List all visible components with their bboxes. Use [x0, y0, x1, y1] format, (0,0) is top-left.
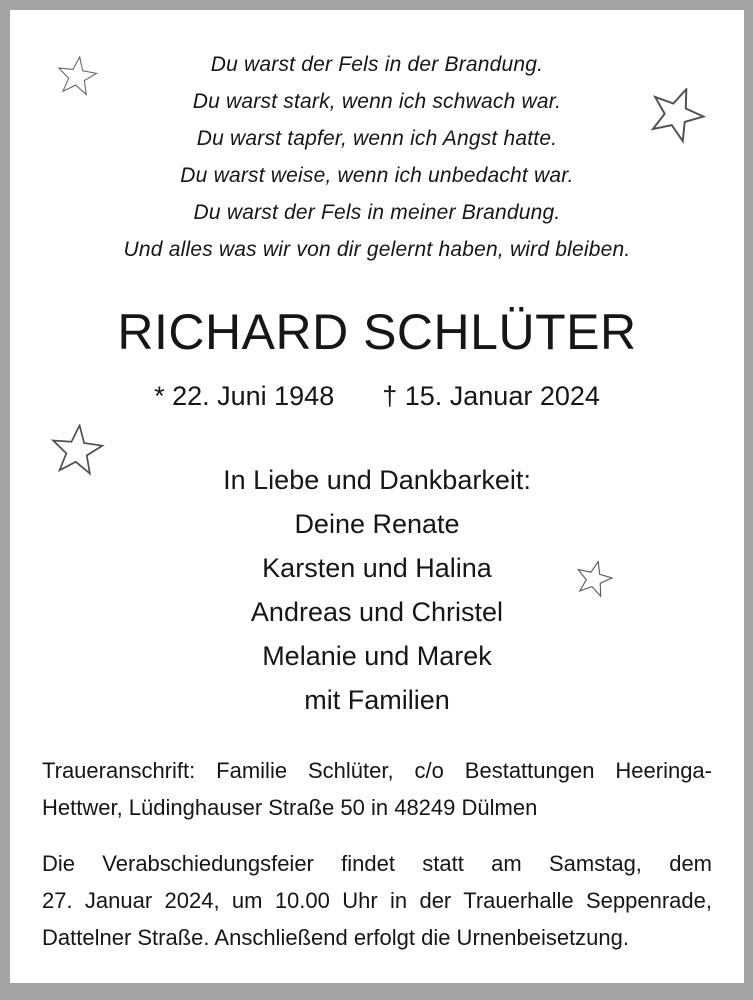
mourning-address-paragraph: [42, 752, 712, 826]
family-member: Karsten und Halina: [262, 553, 492, 583]
poem-line: Du warst der Fels in der Brandung.: [210, 53, 544, 76]
ceremony-paragraph: [42, 845, 712, 956]
poem-line: Du warst weise, wenn ich unbedacht war.: [180, 164, 574, 187]
paragraph-line: Dattelner Straße. Anschließend erfolgt die Urnenbeisetzung.: [42, 925, 629, 950]
memorial-poem: [42, 46, 712, 268]
poem-line: Du warst stark, wenn ich schwach war.: [192, 90, 562, 113]
obituary-page: [10, 10, 744, 983]
paragraph-line: Hettwer, Lüdinghauser Straße 50 in 48249 Dülmen: [42, 795, 538, 820]
poem-line: Du warst der Fels in meiner Brandung.: [193, 201, 561, 224]
family-intro: In Liebe und Dankbarkeit:: [223, 465, 531, 495]
family-member: mit Familien: [304, 685, 450, 715]
poem-line: Du warst tapfer, wenn ich Angst hatte.: [196, 127, 558, 150]
paragraph-line: 27. Januar 2024, um 10.00 Uhr in der Trauerhalle Seppenrade,: [42, 888, 712, 913]
family-closing: [42, 458, 712, 722]
poem-line: Und alles was wir von dir gelernt haben, wird bleiben.: [123, 238, 631, 261]
paragraph-line: Traueranschrift: Familie Schlüter, c/o Bestattungen Heeringa-: [42, 758, 712, 783]
paragraph-line: Die Verabschiedungsfeier findet statt am Samstag, dem: [42, 851, 712, 876]
star-icon: [53, 53, 100, 98]
life-dates: [42, 378, 712, 414]
star-icon: [47, 421, 106, 478]
family-member: Deine Renate: [294, 509, 460, 539]
family-member: Andreas und Christel: [250, 597, 504, 627]
family-member: Melanie und Marek: [262, 641, 492, 671]
birth-date: * 22. Juni 1948: [154, 381, 335, 411]
death-date: † 15. Januar 2024: [382, 381, 600, 411]
deceased-name: RICHARD SCHLÜTER: [117, 304, 637, 360]
